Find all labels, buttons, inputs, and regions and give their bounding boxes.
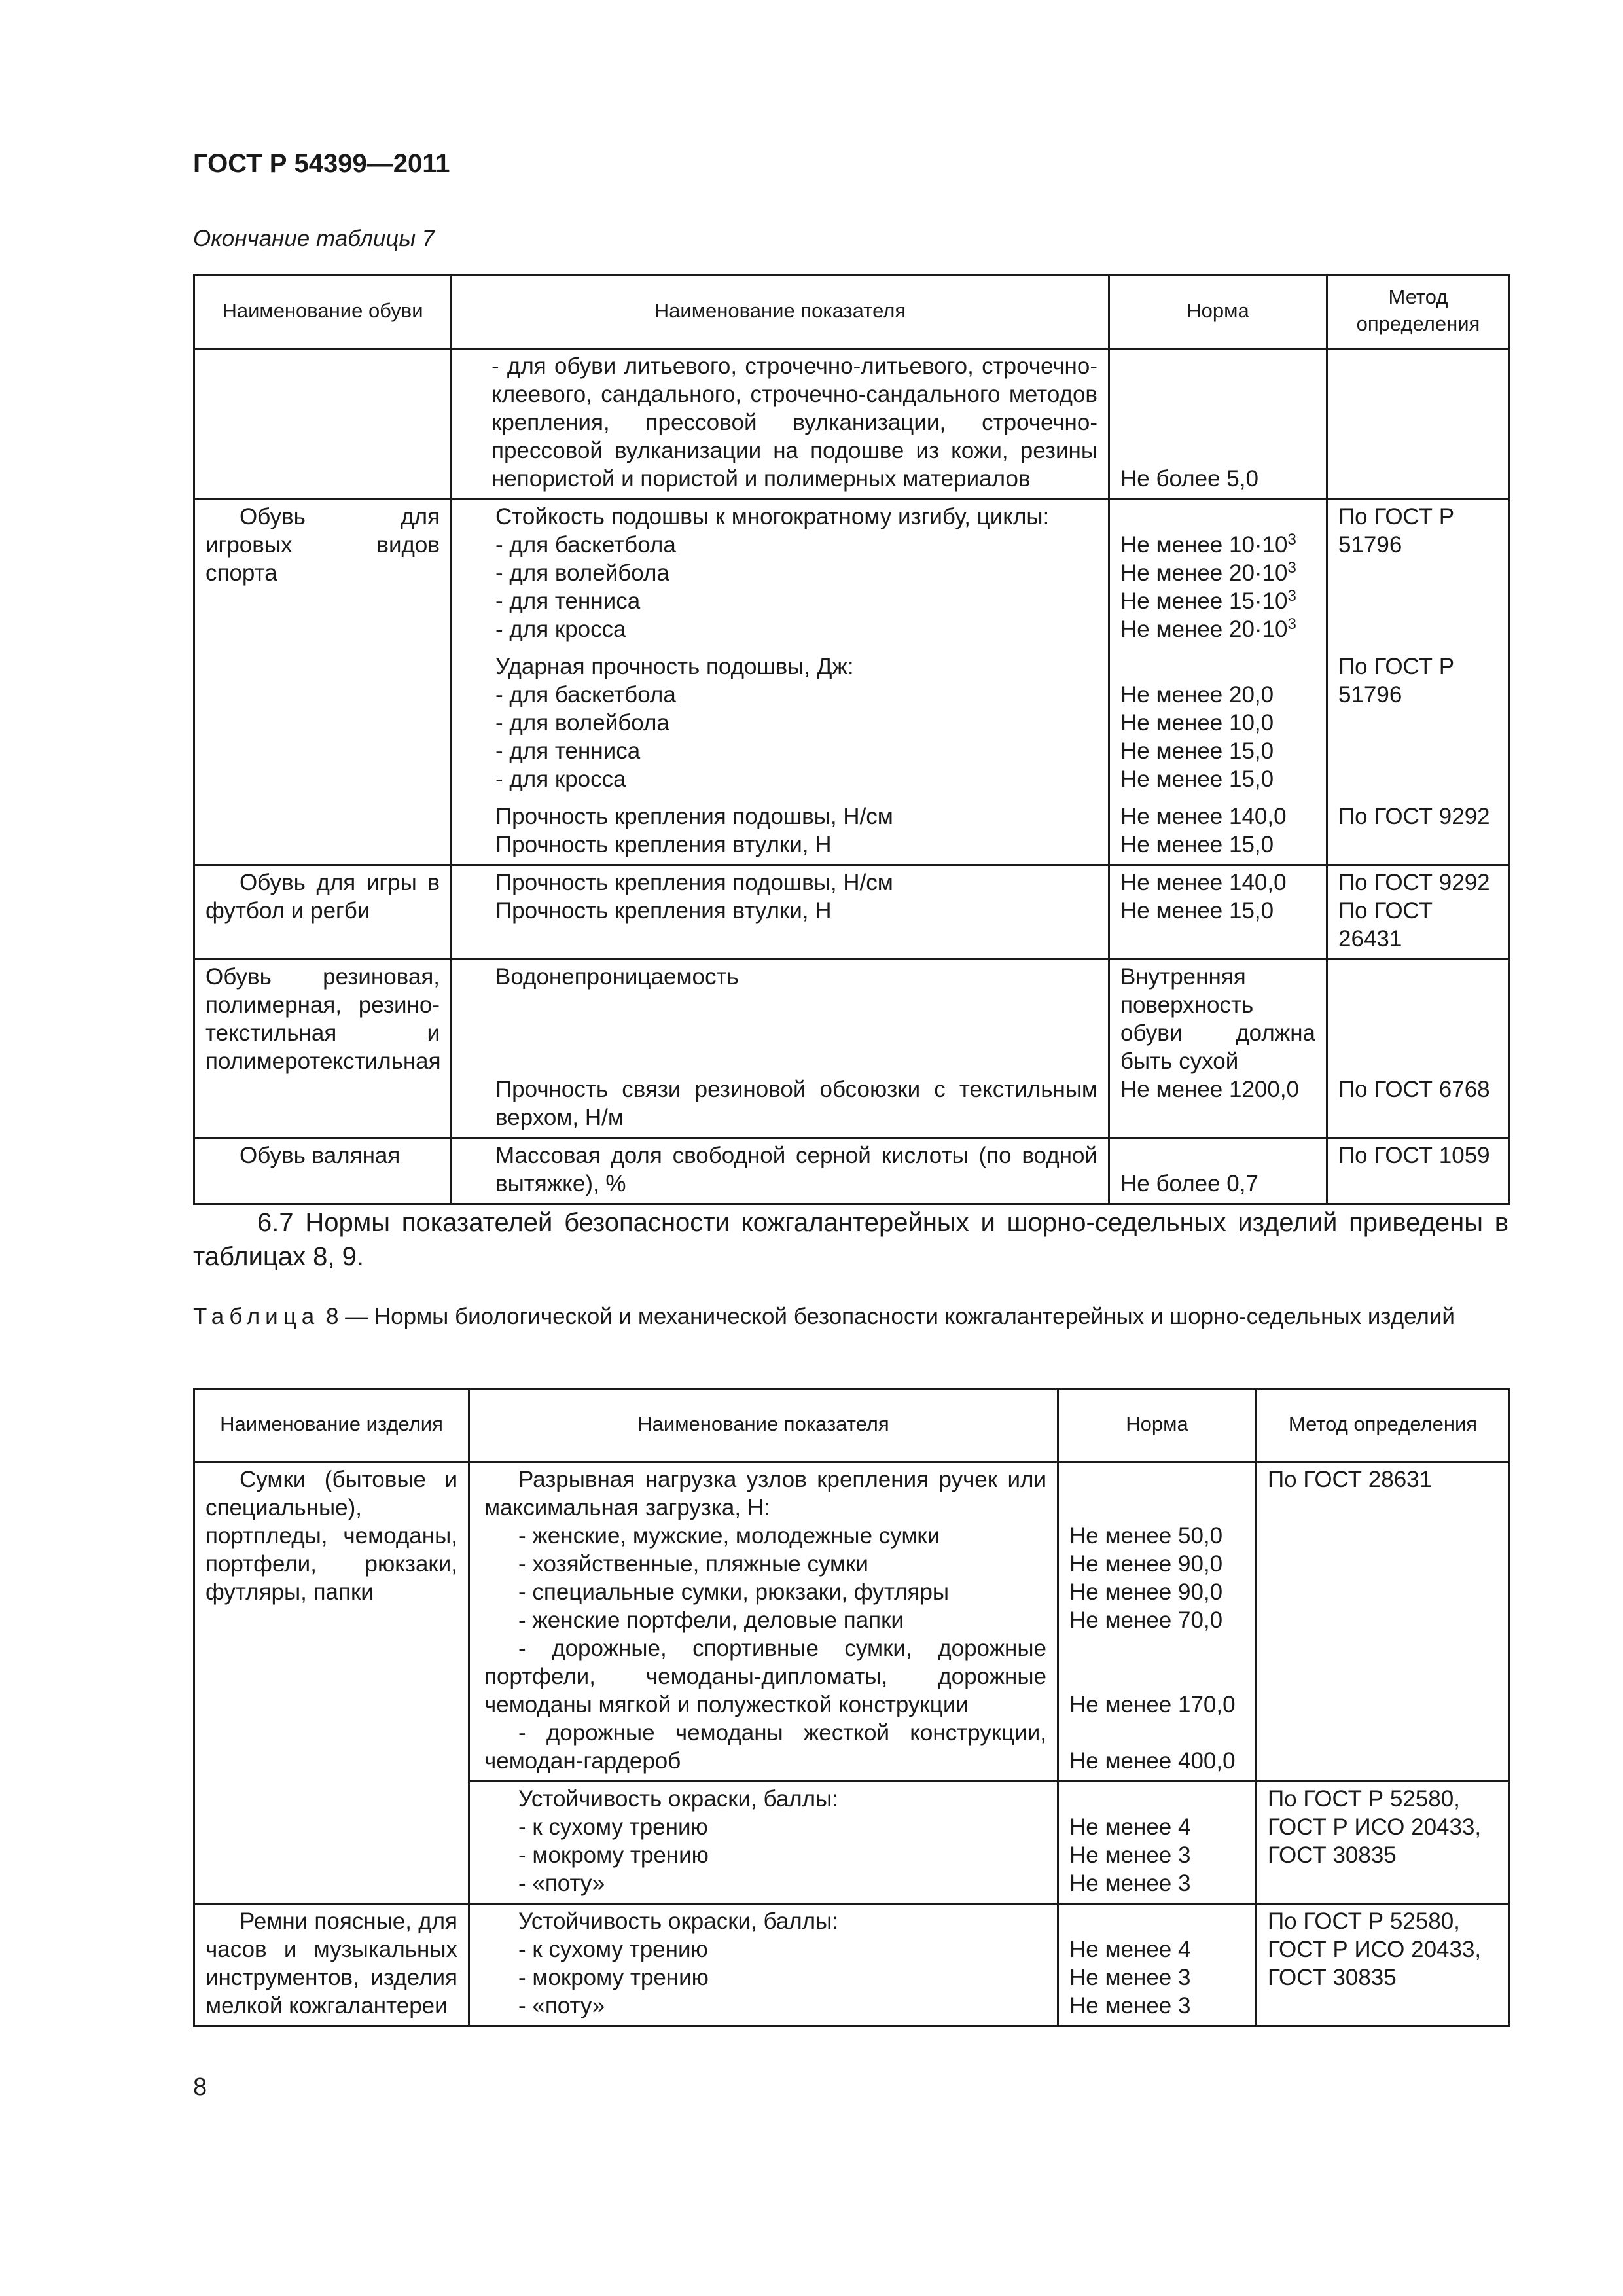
method-cell: По ГОСТ 9292 По ГОСТ 26431 bbox=[1327, 865, 1510, 960]
norm-cell: Не менее 140,0 Не менее 15,0 bbox=[1109, 865, 1327, 960]
col-header-footwear: Наименование обуви bbox=[194, 275, 452, 349]
col-header-method: Метод определения bbox=[1327, 275, 1510, 349]
table-row bbox=[194, 499, 1510, 865]
indicator-cell: Устойчивость окраски, баллы: - к сухому трению - мокрому трению - «поту» bbox=[469, 1904, 1058, 2026]
method-cell: По ГОСТ Р 52580, ГОСТ Р ИСО 20433, ГОСТ 30835 bbox=[1257, 1782, 1510, 1904]
norm-cell: Не менее 50,0 Не менее 90,0 Не менее 90,0 Не менее 70,0 Не менее 170,0 Не менее 400,0 bbox=[1058, 1462, 1257, 1782]
indicator-cell: Устойчивость окраски, баллы: - к сухому трению - мокрому трению - «поту» bbox=[469, 1782, 1058, 1904]
indicator-cell: Стойкость подошвы к многократному изгибу, циклы: - для баскетбола - для волейбола - для тенниса - для кросса Ударная прочность подошвы, Дж: - для баскетбола - для волейбола - для тенниса - для кросса Прочность крепления подошвы, Н/см Прочность крепления втулки, Н bbox=[452, 499, 1109, 865]
col-header-indicator: Наименование показателя bbox=[452, 275, 1109, 349]
col-header-norm: Норма bbox=[1058, 1389, 1257, 1462]
table-row bbox=[194, 865, 1510, 960]
norm-cell: Не менее 4 Не менее 3 Не менее 3 bbox=[1058, 1904, 1257, 2026]
method-cell: По ГОСТ Р 51796 По ГОСТ Р 51796 По ГОСТ 9292 bbox=[1327, 499, 1510, 865]
table-row bbox=[194, 349, 1510, 499]
product-name-cell: Ремни поясные, для часов и музыкальных инструментов, изделия мелкой кожгалантереи bbox=[194, 1904, 469, 2026]
product-name-cell: Сумки (бытовые и специальные), портпледы, чемоданы, портфели, рюкзаки, футляры, папки bbox=[194, 1462, 469, 1904]
footwear-name-cell: Обувь валяная bbox=[194, 1138, 452, 1204]
footwear-name-cell: Обувь резиновая, полимерная, резино-текстильная и полимеротекстильная bbox=[194, 960, 452, 1138]
method-cell: По ГОСТ 1059 bbox=[1327, 1138, 1510, 1204]
indicator-cell: Разрывная нагрузка узлов крепления ручек или максимальная загрузка, Н: - женские, мужские, молодежные сумки - хозяйственные, пляжные сумки - специальные сумки, рюкзаки, футляры - женские портфели, деловые папки - дорожные, спортивные сумки, дорожные портфели, чемоданы-дипломаты, дорожные чемоданы мягкой и полужесткой конструкции - дорожные чемоданы жесткой конструкции, чемодан-гардероб bbox=[469, 1462, 1058, 1782]
table-8 bbox=[193, 1388, 1510, 2027]
norm-cell: Не менее $10\cdot 10^3$ Не менее $20\cdot 10^3$ Не менее $15\cdot 10^3$ Не менее $20\cdot 10^3$ Не менее 20,0 Не менее 10,0 Не менее 15,0 Не менее 15,0 Не менее 140,0 Не менее 15,0 bbox=[1109, 499, 1327, 865]
col-header-norm: Норма bbox=[1109, 275, 1327, 349]
footwear-name-cell: Обувь для игры в футбол и регби bbox=[194, 865, 452, 960]
table-row bbox=[194, 960, 1510, 1138]
indicator-cell: Водонепроницаемость Прочность связи резиновой обсоюзки с текстильным верхом, Н/м bbox=[452, 960, 1109, 1138]
table-7 bbox=[193, 274, 1510, 1205]
method-cell: По ГОСТ Р 52580, ГОСТ Р ИСО 20433, ГОСТ 30835 bbox=[1257, 1904, 1510, 2026]
method-cell: По ГОСТ 28631 bbox=[1257, 1462, 1510, 1782]
col-header-method: Метод определения bbox=[1257, 1389, 1510, 1462]
table-8-caption: Таблица 8 — Нормы биологической и механической безопасности кожгалантерейных и шорно-седельных изделий bbox=[193, 1304, 1455, 1329]
norm-cell: Не более 0,7 bbox=[1109, 1138, 1327, 1204]
indicator-cell: Массовая доля свободной серной кислоты (по водной вытяжке), % bbox=[452, 1138, 1109, 1204]
table-row bbox=[194, 1904, 1510, 2026]
indicator-cell: - для обуви литьевого, строчечно-литьевого, строчечно-клеевого, сандального, строчечно-сандального методов крепления, прессовой вулканизации, строчечно-прессовой вулканизации на подошве из кожи, резины непористой и пористой и полимерных материалов bbox=[452, 349, 1109, 499]
section-paragraph: 6.7 Нормы показателей безопасности кожгалантерейных и шорно-седельных изделий приведены в таблицах 8, 9. bbox=[193, 1208, 1508, 1271]
col-header-product: Наименование изделия bbox=[194, 1389, 469, 1462]
indicator-cell: Прочность крепления подошвы, Н/см Прочность крепления втулки, Н bbox=[452, 865, 1109, 960]
table-row bbox=[194, 1138, 1510, 1204]
table-continuation-label: Окончание таблицы 7 bbox=[193, 226, 435, 251]
table-row bbox=[194, 1462, 1510, 1782]
page-number: 8 bbox=[193, 2073, 207, 2101]
norm-cell: Не более 5,0 bbox=[1109, 349, 1327, 499]
col-header-indicator: Наименование показателя bbox=[469, 1389, 1058, 1462]
norm-cell: Внутренняя поверхность обуви должна быть сухой Не менее 1200,0 bbox=[1109, 960, 1327, 1138]
footwear-name-cell: Обувь для игровых видов спорта bbox=[194, 499, 452, 865]
method-cell: По ГОСТ 6768 bbox=[1327, 960, 1510, 1138]
norm-cell: Не менее 4 Не менее 3 Не менее 3 bbox=[1058, 1782, 1257, 1904]
document-header: ГОСТ Р 54399—2011 bbox=[193, 149, 450, 178]
